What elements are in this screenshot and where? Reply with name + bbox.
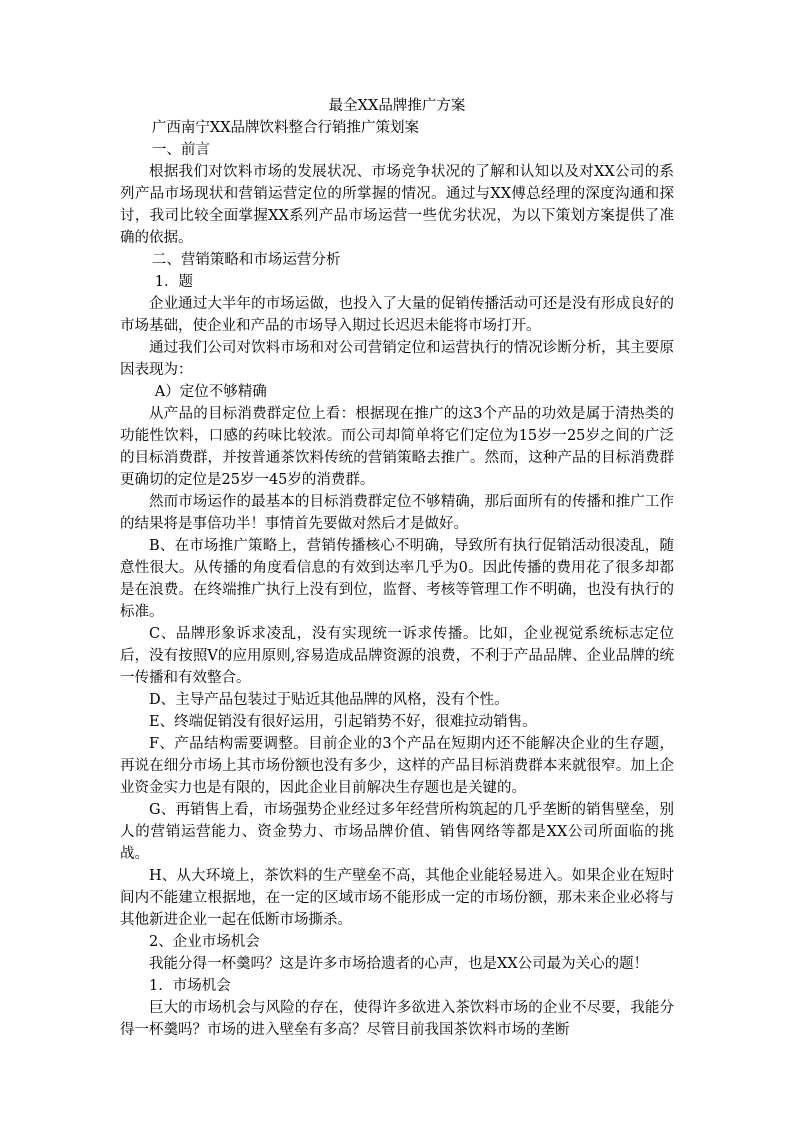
paragraph: D、主导产品包装过于贴近其他品牌的风格，没有个性。 (149, 692, 509, 708)
paragraph: 2、企业市场机会 (149, 934, 260, 950)
paragraph: 根据我们对饮料市场的发展状况、市场竞争状况的了解和认知以及对XX公司的系列产品市场现状和营销运营定位的所掌握的情况。通过与XX傅总经理的深度沟通和探讨，我司比较全面掌握XX系列产品市场运营一些优劣状况，为以下策划方案提供了准确的依据。 (120, 164, 674, 246)
paragraph: 然而市场运作的最基本的目标消费群定位不够精确，那后面所有的传播和推广工作的结果将是事倍功半！事情首先要做对然后才是做好。 (120, 494, 674, 532)
paragraph: 广西南宁XX品牌饮料整合行销推广策划案 (151, 120, 420, 136)
paragraph: 一、前言 (151, 142, 210, 158)
paragraph: B、在市场推广策略上，营销传播核心不明确，导致所有执行促销活动很凌乱，随意性很大。从传播的角度看信息的有效到达率几乎为0。因此传播的费用花了很多却都是在浪费。在终端推广执行上没有到位，监督、考核等管理工作不明确，也没有执行的标准。 (120, 538, 674, 620)
paragraph: 二、营销策略和市场运营分析 (151, 252, 341, 268)
paragraph: C、品牌形象诉求凌乱，没有实现统一诉求传播。比如，企业视觉系统标志定位后，没有按照V的应用原则,容易造成品牌资源的浪费，不利于产品品牌、企业品牌的统一传播和有效整合。 (120, 626, 674, 686)
document-title: 最全XX品牌推广方案 (328, 98, 466, 114)
document-body (120, 117, 674, 1041)
paragraph: 1．题 (154, 274, 194, 290)
paragraph: A）定位不够精确 (154, 384, 267, 400)
paragraph: H、从大环境上，茶饮料的生产壁垒不高，其他企业能轻易进入。如果企业在短时间内不能建立根据地，在一定的区域市场不能形成一定的市场份额，那未来企业必将与其他新进企业一起在低断市场撕杀。 (120, 868, 674, 928)
paragraph: 巨大的市场机会与风险的存在，使得许多欲进入茶饮料市场的企业不尽要，我能分得一杯羹吗？市场的进入壁垒有多高？尽管目前我国茶饮料市场的垄断 (120, 1000, 674, 1038)
paragraph: F、产品结构需要调整。目前企业的3个产品在短期内还不能解决企业的生存题，再说在细分市场上其市场份额也没有多少，这样的产品目标消费群本来就很窄。加上企业资金实力也是有限的，因此企业目前解决生存题也是关键的。 (120, 736, 674, 796)
paragraph: E、终端促销没有很好运用，引起销势不好，很难拉动销售。 (149, 714, 537, 730)
paragraph: 通过我们公司对饮料市场和对公司营销定位和运营执行的情况诊断分析，其主要原因表现为： (120, 340, 674, 378)
paragraph: 从产品的目标消费群定位上看：根据现在推广的这3个产品的功效是属于清热类的功能性饮料，口感的药味比较浓。而公司却简单将它们定位为15岁一25岁之间的广泛的目标消费群，并按普通茶饮料传统的营销策略去推广。然而，这种产品的目标消费群更确切的定位是25岁一45岁的消费群。 (120, 406, 674, 488)
paragraph: G、再销售上看，市场强势企业经过多年经营所构筑起的几乎垄断的销售壁垒，别人的营销运营能力、资金势力、市场品牌价值、销售网络等都是XX公司所面临的挑战。 (120, 802, 674, 862)
paragraph: 我能分得一杯羹吗？这是许多市场拾遗者的心声，也是XX公司最为关心的题！ (149, 956, 649, 972)
paragraph: 1．市场机会 (149, 978, 231, 994)
paragraph: 企业通过大半年的市场运做，也投入了大量的促销传播活动可还是没有形成良好的市场基础，使企业和产品的市场导入期过长迟迟未能将市场打开。 (120, 296, 674, 334)
